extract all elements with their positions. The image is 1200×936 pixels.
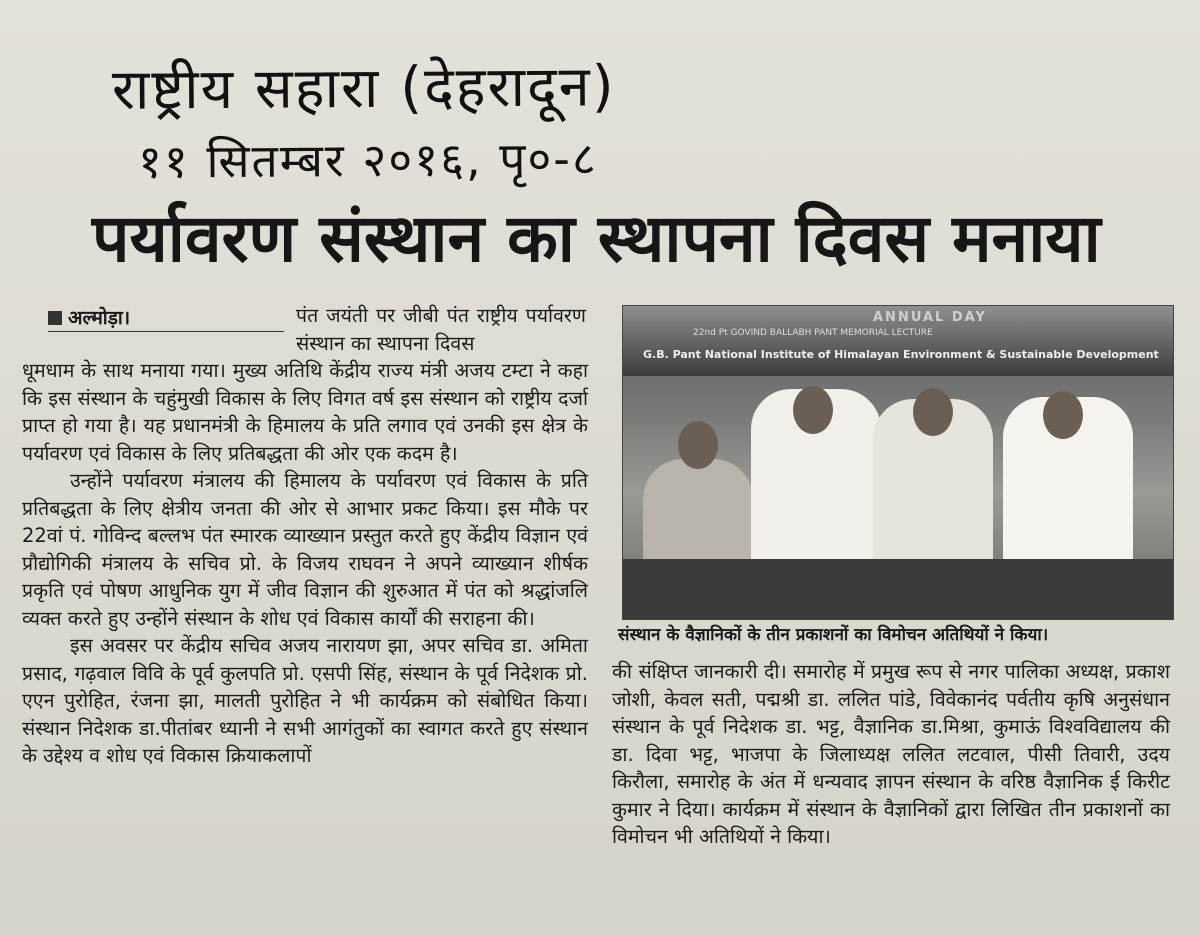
paragraph: की संक्षिप्त जानकारी दी। समारोह में प्रमुख रूप से नगर पालिका अध्यक्ष, प्रकाश जोशी, केवल सती, पद्मश्री डा. ललित पांडे, विवेकानंद पर्वतीय कृषि अनुसंधान संस्थान के पूर्व निदेशक डा. भट्ट, वैज्ञानिक डा.मिश्रा, कुमाऊं विश्वविद्यालय की डा. दिवा भट्ट, भाजपा के जिलाध्यक्ष ललित लटवाल, पीसी तिवारी, उदय किरौला, समारोह के अंत में धन्यवाद ज्ञापन संस्थान के वरिष्ठ वैज्ञानिक ई किरीट कुमार ने दिया। कार्यक्रम में संस्थान के वैज्ञानिकों द्वारा लिखित तीन प्रकाशनों का विमोचन भी अतिथियों ने किया।	[612, 660, 1170, 848]
paragraph: उन्होंने पर्यावरण मंत्रालय की हिमालय के पर्यावरण एवं विकास के प्रति प्रतिबद्धता के लिए क्षेत्रीय जनता की ओर से आभार प्रकट किया। इस मौके पर 22वां पं. गोविन्द बल्लभ पंत स्मारक व्याख्यान प्रस्तुत करते हुए केंद्रीय विज्ञान एवं प्रौद्योगिकी मंत्रालय के सचिव प्रो. के विजय राघवन ने अपने व्याख्यान शीर्षक प्रकृति एवं पोषण आधुनिक युग में जीव विज्ञान की शुरुआत में पंत को श्रद्धांजलि व्यक्त करते हुए उन्होंने संस्थान के शोध एवं विकास कार्यों की सराहना की।	[22, 469, 588, 630]
square-bullet-icon	[48, 311, 62, 325]
banner-subtitle: 22nd Pt GOVIND BALLABH PANT MEMORIAL LECTURE	[693, 328, 933, 338]
lead-text	[296, 302, 586, 357]
photo-caption: संस्थान के वैज्ञानिकों के तीन प्रकाशनों का विमोचन अतिथियों ने किया।	[618, 625, 1049, 645]
handwritten-date-note: ११ सितम्बर २०१६, पृ०-८	[137, 131, 599, 189]
lead-paragraph: पंत जयंती पर जीबी पंत राष्ट्रीय पर्यावरण संस्थान का स्थापना दिवस	[296, 304, 586, 355]
dateline-rule	[48, 331, 284, 332]
paragraph: इस अवसर पर केंद्रीय सचिव अजय नारायण झा, अपर सचिव डा. अमिता प्रसाद, गढ़वाल विवि के पूर्व कुलपति प्रो. एसपी सिंह, संस्थान के पूर्व निदेशक प्रो. एएन पुरोहित, रंजना झा, मालती पुरोहित ने भी कार्यक्रम को संबोधित किया। संस्थान निदेशक डा.पीतांबर ध्यानी ने सभी आगंतुकों का स्वागत करते हुए संस्थान के उद्देश्य व शोध एवं विकास क्रियाकलापों	[22, 634, 588, 767]
right-column	[612, 658, 1170, 851]
dateline	[48, 304, 130, 330]
event-photo	[622, 305, 1174, 620]
paragraph: धूमधाम के साथ मनाया गया। मुख्य अतिथि केंद्रीय राज्य मंत्री अजय टम्टा ने कहा कि इस संस्थान के चहुंमुखी विकास के लिए विगत वर्ष इस संस्थान को राष्ट्रीय दर्जा प्राप्त हो गया है। यह प्रधानमंत्री के हिमालय के प्रति लगाव एवं उनकी इस क्षेत्र के पर्यावरण एवं विकास के लिए प्रतिबद्धता की ओर एक कदम है।	[22, 359, 588, 465]
dateline-text: अल्मोड़ा।	[68, 307, 131, 329]
banner-title: ANNUAL DAY	[873, 310, 987, 325]
photo-banner	[623, 306, 1173, 376]
left-column	[22, 357, 588, 770]
headline: पर्यावरण संस्थान का स्थापना दिवस मनाया	[92, 200, 1101, 277]
person-head	[793, 386, 833, 434]
banner-institute: G.B. Pant National Institute of Himalayan Environment & Sustainable Development	[643, 348, 1159, 361]
dais-table	[623, 559, 1173, 619]
handwritten-source-note: राष्ट्रीय सहारा (देहरादून)	[111, 54, 616, 123]
person-head	[913, 388, 953, 436]
person-head	[678, 421, 718, 469]
person-head	[1043, 391, 1083, 439]
